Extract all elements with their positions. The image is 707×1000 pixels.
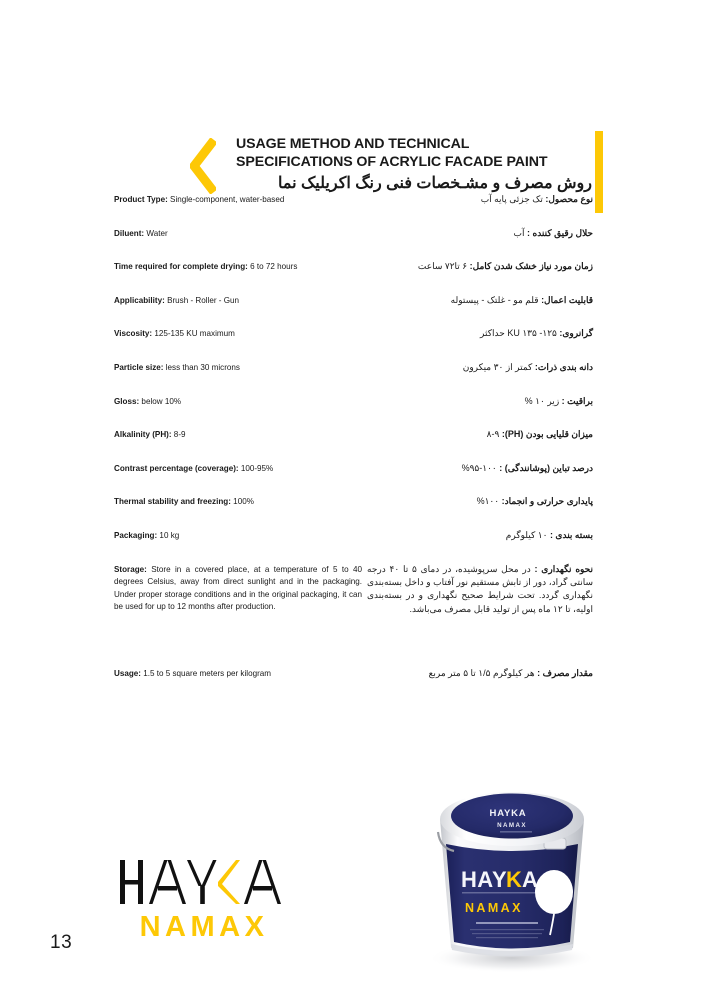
spec-farsi: [367, 227, 593, 240]
spec-label-en: Viscosity:: [114, 329, 153, 339]
spec-value-en: Single-component, water-based: [167, 195, 285, 204]
spec-value-fa: ۸-۹: [486, 429, 502, 440]
spec-label-en: Applicability:: [114, 295, 165, 305]
paint-bucket-image: [404, 772, 622, 978]
spec-value-en: Water: [144, 228, 168, 238]
bucket-subbrand: NAMAX: [465, 901, 523, 915]
spec-row: [0, 291, 707, 325]
spec-english: [114, 362, 362, 375]
spec-english: [114, 328, 362, 341]
specifications-table: [0, 190, 707, 697]
spec-value-fa: ۱۰ کیلوگرم: [505, 529, 550, 540]
brand-logo: [118, 856, 290, 944]
spec-label-en: Diluent:: [114, 228, 145, 238]
spec-label-en: Usage:: [114, 668, 141, 678]
spec-english: [114, 668, 362, 681]
spec-farsi: [367, 529, 593, 542]
spec-farsi: [367, 260, 593, 273]
logo-subbrand: NAMAX: [139, 911, 269, 943]
page-title-farsi: روش مصرف و مشـخصات فنی رنگ اکریلیک نما: [277, 175, 592, 192]
bucket-wordmark: HA: [461, 867, 494, 892]
spec-label-fa: قابلیت اعمال:: [541, 294, 593, 305]
spec-farsi: [367, 428, 593, 441]
spec-english: [114, 564, 362, 614]
spec-farsi: [367, 563, 593, 617]
bucket-farsi-line2: [472, 933, 542, 934]
spec-value-fa: در محل سرپوشیده، در دمای ۵ تا ۴۰ درجه سانتی گراد، دور از تابش مستقیم نور آفتاب و داخل بسته‌بندی نگهداری گردد. تحت شرایط صحیح نگهداری و در بسته‌بندی اولیه، تا ۱۲ ماه پس از تولید قابل مصرف می‌باشد.: [367, 563, 593, 614]
spec-farsi: [367, 361, 593, 374]
spec-english: [114, 261, 362, 274]
spec-farsi: [367, 395, 593, 408]
spec-value-fa: ۱۰۰%: [476, 496, 502, 507]
spec-farsi: [367, 327, 593, 340]
spec-english: [114, 496, 362, 509]
spec-value-en: 1.5 to 5 square meters per kilogram: [141, 668, 272, 678]
spec-label-en: Storage:: [114, 564, 147, 574]
spec-value-en: 100-95%: [238, 463, 274, 473]
spec-value-fa: تک جزئی پایه آب: [480, 194, 546, 204]
spec-label-en: Thermal stability and freezing:: [114, 497, 231, 507]
spec-value-fa: آب: [513, 227, 527, 238]
spec-value-en: below 10%: [139, 396, 182, 406]
page-title-line2: SPECIFICATIONS OF ACRYLIC FACADE PAINT: [236, 153, 548, 170]
bucket-farsi-line1: [470, 929, 544, 930]
spec-english: [114, 530, 362, 543]
spec-farsi: [367, 667, 593, 680]
spec-value-en: 8-9: [171, 430, 186, 440]
spec-label-fa: براقیت :: [561, 395, 593, 406]
spec-value-en: 125-135 KU maximum: [152, 329, 235, 339]
spec-row: [0, 324, 707, 358]
spec-row: [0, 392, 707, 426]
spec-value-fa: ۶ تا۷۲ ساعت: [417, 261, 470, 272]
bucket-farsi-line3: [476, 937, 538, 938]
spec-value-en: Brush - Roller - Gun: [164, 295, 240, 305]
spec-value-en: 6 to 72 hours: [247, 262, 298, 272]
bucket-wordmark-k: K: [506, 867, 522, 892]
spec-row: [0, 190, 707, 224]
spec-label-en: Particle size:: [114, 362, 164, 372]
bucket-lid-wordmark: HAYKA: [489, 808, 527, 819]
spec-label-fa: میزان قلیایی بودن (PH):: [501, 429, 593, 440]
bucket-tagline: [462, 892, 538, 894]
spec-label-fa: زمان مورد نیاز خشک شدن کامل:: [469, 261, 593, 272]
spec-row-storage: [0, 560, 707, 664]
spec-value-fa: ۱۲۵- ۱۳۵ KU حداکثر: [480, 328, 560, 339]
spec-label-fa: گرانروی:: [559, 328, 593, 339]
spec-value-fa: کمتر از ۳۰ میکرون: [462, 361, 535, 372]
bucket-wordmark-a: A: [522, 867, 538, 892]
spec-label-en: Product Type:: [114, 195, 168, 204]
spec-row: [0, 492, 707, 526]
spec-label-fa: نوع محصول:: [545, 194, 593, 204]
bucket-lid-subbrand: NAMAX: [497, 822, 527, 829]
spec-row: [0, 526, 707, 560]
spec-label-en: Packaging:: [114, 530, 158, 540]
spec-english: [114, 463, 362, 476]
spec-value-fa: ۱۰۰-۹۵%: [461, 462, 500, 473]
spec-label-fa: نحوه نگهداری :: [534, 563, 593, 574]
spec-label-en: Contrast percentage (coverage):: [114, 463, 239, 473]
spec-label-fa: پایداری حرارتی و انجماد:: [501, 496, 593, 507]
chevron-left-icon: [190, 138, 216, 194]
spec-label-en: Alkalinity (PH):: [114, 430, 172, 440]
spec-english: [114, 194, 362, 207]
spec-row: [0, 664, 707, 698]
spec-english: [114, 295, 362, 308]
bucket-wordmark-y: Y: [492, 867, 508, 892]
spec-value-en: 100%: [230, 497, 254, 507]
spec-row: [0, 224, 707, 258]
spec-farsi: [367, 294, 593, 307]
spec-label-fa: بسته بندی :: [549, 529, 593, 540]
hayka-wordmark-icon: [118, 856, 290, 908]
spec-label-fa: حلال رقیق کننده :: [527, 227, 593, 238]
spec-farsi: [367, 193, 593, 206]
spec-row: [0, 459, 707, 493]
spec-english: [114, 429, 362, 442]
spec-label-fa: مقدار مصرف :: [537, 667, 593, 678]
page-title-line1: USAGE METHOD AND TECHNICAL: [236, 136, 470, 152]
spec-english: [114, 228, 362, 241]
spec-value-fa: زیر ۱۰ %: [524, 395, 562, 406]
spec-english: [114, 396, 362, 409]
spec-label-en: Time required for complete drying:: [114, 262, 248, 272]
page-header: [0, 62, 707, 192]
spec-row: [0, 358, 707, 392]
spec-value-en: 10 kg: [157, 530, 180, 540]
spec-label-fa: دانه بندی ذرات:: [534, 361, 593, 372]
page-number: 13: [50, 932, 73, 953]
spec-label-fa: درصد تباین (پوشانندگی) :: [499, 462, 593, 473]
spec-farsi: [367, 495, 593, 508]
header-text-block: [236, 136, 592, 196]
spec-value-fa: هر کیلوگرم ۱/۵ تا ۵ متر مربع: [428, 667, 538, 678]
spec-farsi: [367, 462, 593, 475]
bucket-lid-fa-text: [500, 831, 532, 833]
bucket-farsi-title: [476, 922, 538, 924]
spec-row: [0, 425, 707, 459]
spec-row: [0, 257, 707, 291]
spec-value-fa: قلم مو - غلتک - پیستوله: [450, 294, 542, 305]
spec-value-en: less than 30 microns: [163, 362, 240, 372]
spec-value-en: Store in a covered place, at a temperature of 5 to 40 degrees Celsius, away from direct sunlight and in the packaging. Under proper storage conditions and in the original packaging, it can be used for up to 12 months after production.: [114, 564, 362, 612]
spec-label-en: Gloss:: [114, 396, 140, 406]
